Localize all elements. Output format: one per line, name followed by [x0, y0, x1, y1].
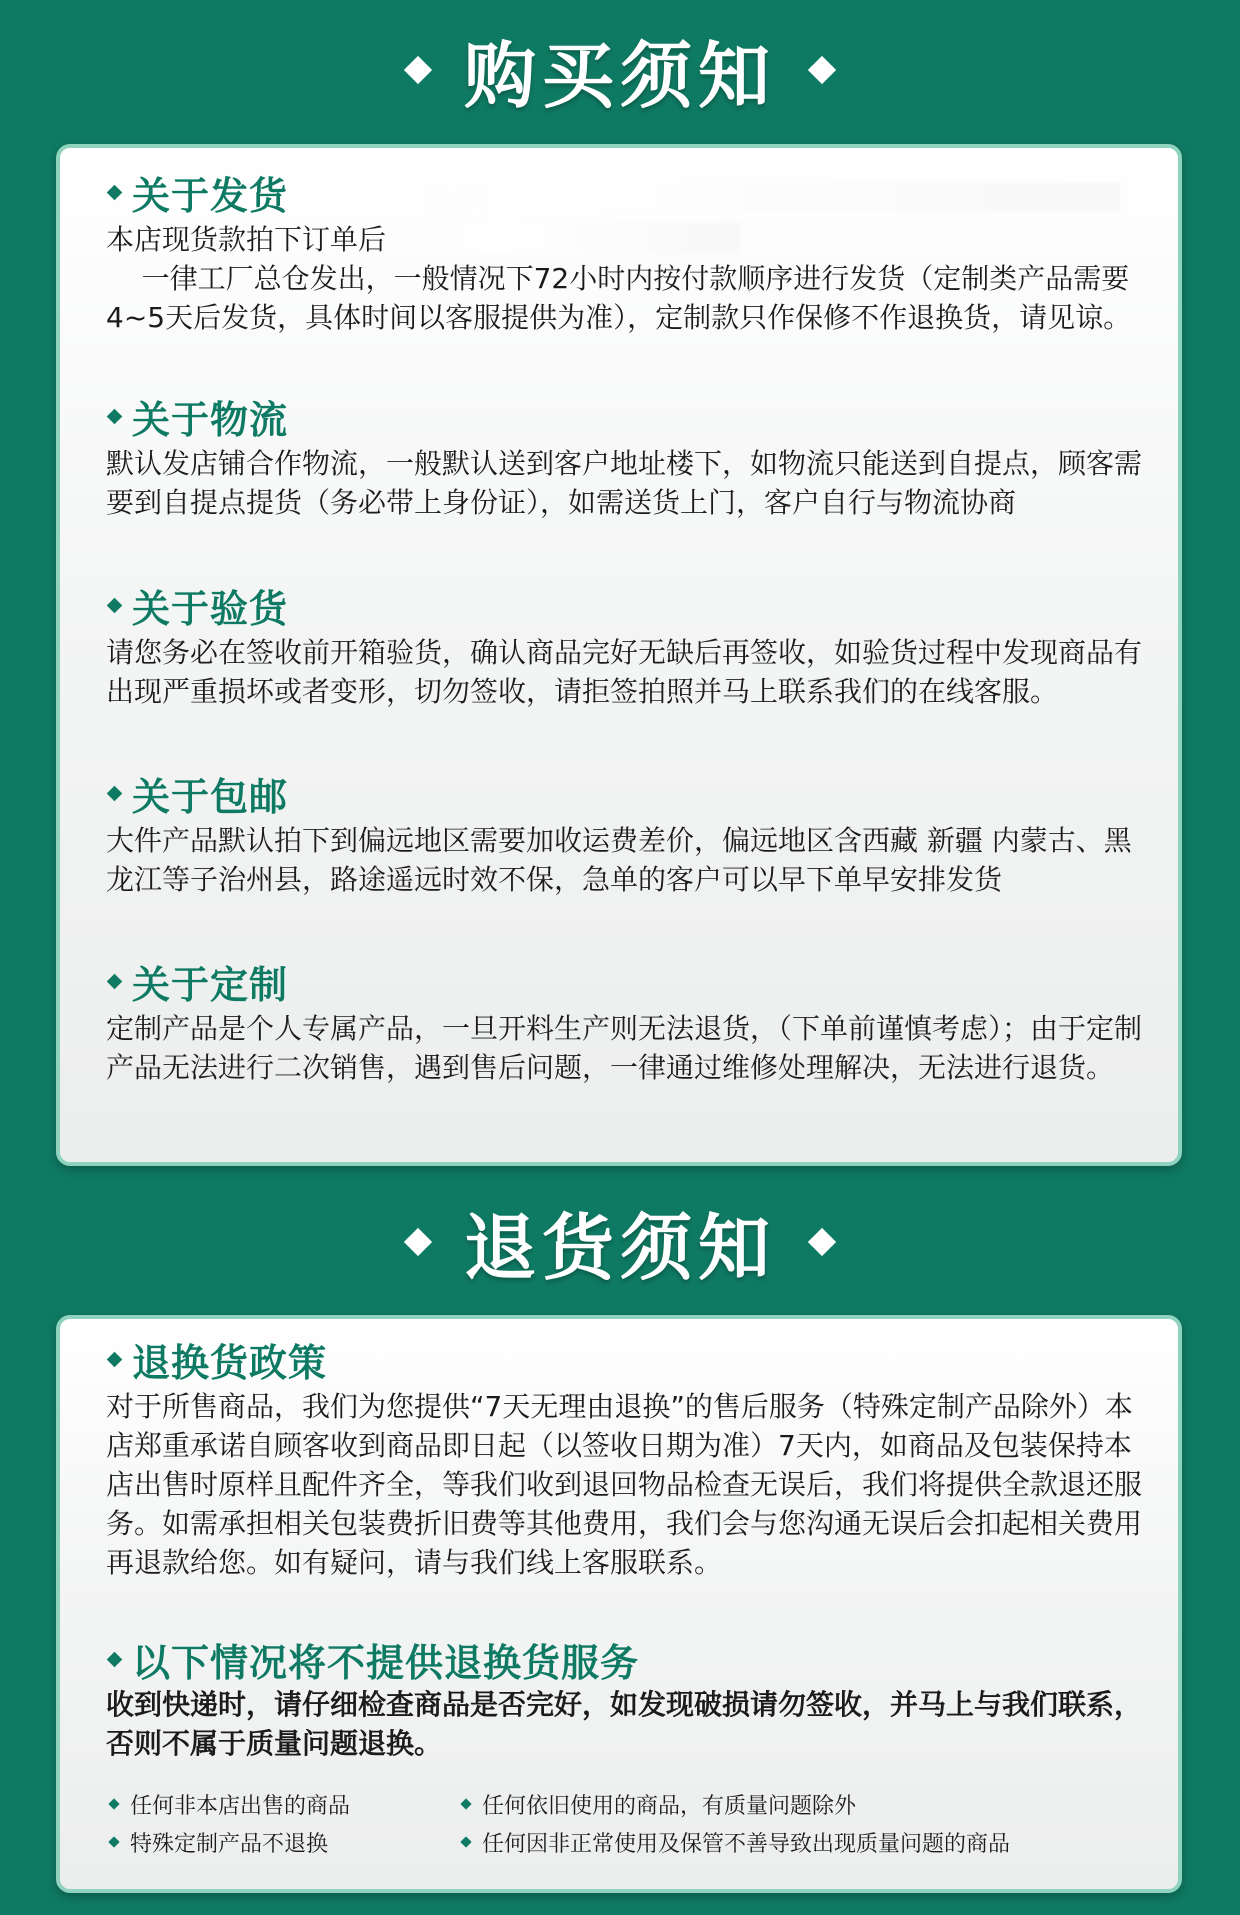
list-item: 特殊定制产品不退换 — [106, 1827, 458, 1858]
diamond-icon — [460, 1836, 471, 1847]
purchase-notice-panel — [56, 144, 1182, 1166]
purchase-notice-banner — [0, 20, 1240, 120]
list-item: 任何非本店出售的商品 — [106, 1789, 458, 1820]
section-body: 定制产品是个人专属产品，一旦开料生产则无法退货，（下单前谨慎考虑）；由于定制产品无法进行二次销售，遇到售后问题，一律通过维修处理解决，无法进行退货。 — [106, 1012, 1143, 1084]
section-title: 关于定制 — [132, 962, 289, 1007]
section-logistics — [106, 390, 1146, 522]
diamond-icon — [404, 56, 432, 84]
diamond-icon — [107, 785, 123, 801]
section-body: 默认发店铺合作物流，一般默认送到客户地址楼下，如物流只能送到自提点，顾客需要到自提点提货（务必带上身份证），如需送货上门，客户自行与物流协商 — [106, 447, 1143, 519]
section-body: 对于所售商品，我们为您提供“7天无理由退换”的售后服务（特殊定制产品除外）本店郑重承诺自顾客收到商品即日起（以签收日期为准）7天内，如商品及包装保持本店出售时原样且配件齐全，等我们收到退回物品检查无误后，我们将提供全款退还服务。如需承担相关包装费折旧费等其他费用，我们会与您沟通无误后会扣起相关费用再退款给您。如有疑问，请与我们线上客服联系。 — [106, 1390, 1143, 1579]
diamond-icon — [108, 1836, 119, 1847]
exclusion-list — [106, 1785, 1146, 1861]
diamond-icon — [107, 408, 123, 424]
section-title: 退换货政策 — [132, 1340, 328, 1385]
section-shipping — [106, 166, 1146, 337]
diamond-icon — [107, 597, 123, 613]
diamond-icon — [108, 1798, 119, 1809]
diamond-icon — [808, 56, 836, 84]
section-body: 大件产品默认拍下到偏远地区需要加收运费差价，偏远地区含西藏 新疆 内蒙古、黑龙江等子治州县，路途遥远时效不保，急单的客户可以早下单早安排发货 — [106, 824, 1132, 896]
diamond-icon — [107, 1351, 123, 1367]
diamond-icon — [460, 1798, 471, 1809]
section-return-policy — [106, 1333, 1146, 1582]
diamond-icon — [107, 1651, 123, 1667]
section-title: 以下情况将不提供退换货服务 — [132, 1640, 640, 1685]
diamond-icon — [404, 1228, 432, 1256]
purchase-notice-title: 购买须知 — [463, 34, 776, 118]
diamond-icon — [808, 1228, 836, 1256]
section-exclusions — [106, 1633, 1146, 1763]
section-title: 关于包邮 — [132, 774, 289, 819]
section-title: 关于发货 — [132, 173, 289, 218]
section-custom — [106, 955, 1146, 1087]
list-item: 任何因非正常使用及保管不善导致出现质量问题的商品 — [458, 1827, 1010, 1858]
list-item: 任何依旧使用的商品，有质量问题除外 — [458, 1789, 856, 1820]
return-notice-banner — [0, 1192, 1240, 1292]
return-notice-panel — [56, 1315, 1182, 1893]
section-body: 请您务必在签收前开箱验货，确认商品完好无缺后再签收，如验货过程中发现商品有出现严重损坏或者变形，切勿签收，请拒签拍照并马上联系我们的在线客服。 — [106, 636, 1143, 708]
diamond-icon — [107, 184, 123, 200]
section-body: 本店现货款拍下订单后 一律工厂总仓发出，一般情况下72小时内按付款顺序进行发货（定制类产品需要4~5天后发货，具体时间以客服提供为准），定制款只作保修不作退换货，请见谅。 — [106, 223, 1132, 334]
return-notice-title: 退货须知 — [463, 1206, 776, 1290]
section-title: 关于物流 — [132, 397, 289, 442]
section-inspection — [106, 579, 1146, 711]
diamond-icon — [107, 973, 123, 989]
section-title: 关于验货 — [132, 586, 289, 631]
exclusions-intro: 收到快递时，请仔细检查商品是否完好，如发现破损请勿签收，并马上与我们联系，否则不属于质量问题退换。 — [106, 1688, 1143, 1760]
section-free-shipping — [106, 767, 1146, 899]
